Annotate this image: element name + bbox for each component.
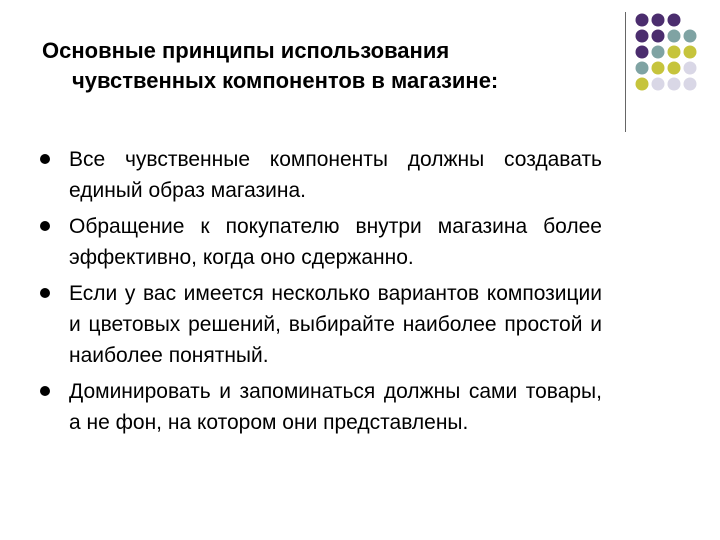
decorative-dot: [684, 62, 697, 75]
decorative-dot: [668, 30, 681, 43]
decorative-dot: [684, 46, 697, 59]
decorative-dot: [636, 78, 649, 91]
slide-title: [42, 36, 602, 96]
decorative-dot: [668, 46, 681, 59]
slide-title-line-2: чувственных компонентов в магазине:: [72, 68, 499, 93]
decorative-dot: [668, 62, 681, 75]
decorative-dot: [636, 62, 649, 75]
decorative-dot: [636, 30, 649, 43]
decorative-divider: [625, 12, 626, 132]
slide-title-line-1: Основные принципы использования: [42, 38, 450, 63]
decorative-dot: [668, 14, 681, 27]
list-item-text: Если у вас имеется несколько вариантов композиции и цветовых решений, выбирайте наиболее простой и наиболее понятный.: [69, 282, 602, 367]
decorative-dot: [636, 14, 649, 27]
decorative-dot: [652, 62, 665, 75]
bullet-icon: [40, 386, 50, 396]
list-item: [40, 376, 602, 438]
decorative-dot: [684, 78, 697, 91]
decorative-dot: [652, 46, 665, 59]
decorative-dot: [668, 78, 681, 91]
decorative-dot: [652, 78, 665, 91]
list-item: [40, 278, 602, 371]
decorative-dot: [684, 30, 697, 43]
bullet-icon: [40, 288, 50, 298]
decorative-dot: [652, 30, 665, 43]
list-item-text: Все чувственные компоненты должны создавать единый образ магазина.: [69, 148, 602, 202]
list-item-text: Доминировать и запоминаться должны сами товары, а не фон, на котором они представлены.: [69, 380, 602, 434]
bullet-icon: [40, 154, 50, 164]
bullet-list: [40, 144, 602, 443]
decorative-dot: [652, 14, 665, 27]
list-item: [40, 144, 602, 206]
list-item-text: Обращение к покупателю внутри магазина более эффективно, когда оно сдержанно.: [69, 215, 602, 269]
list-item: [40, 211, 602, 273]
decorative-dot: [636, 46, 649, 59]
bullet-icon: [40, 221, 50, 231]
